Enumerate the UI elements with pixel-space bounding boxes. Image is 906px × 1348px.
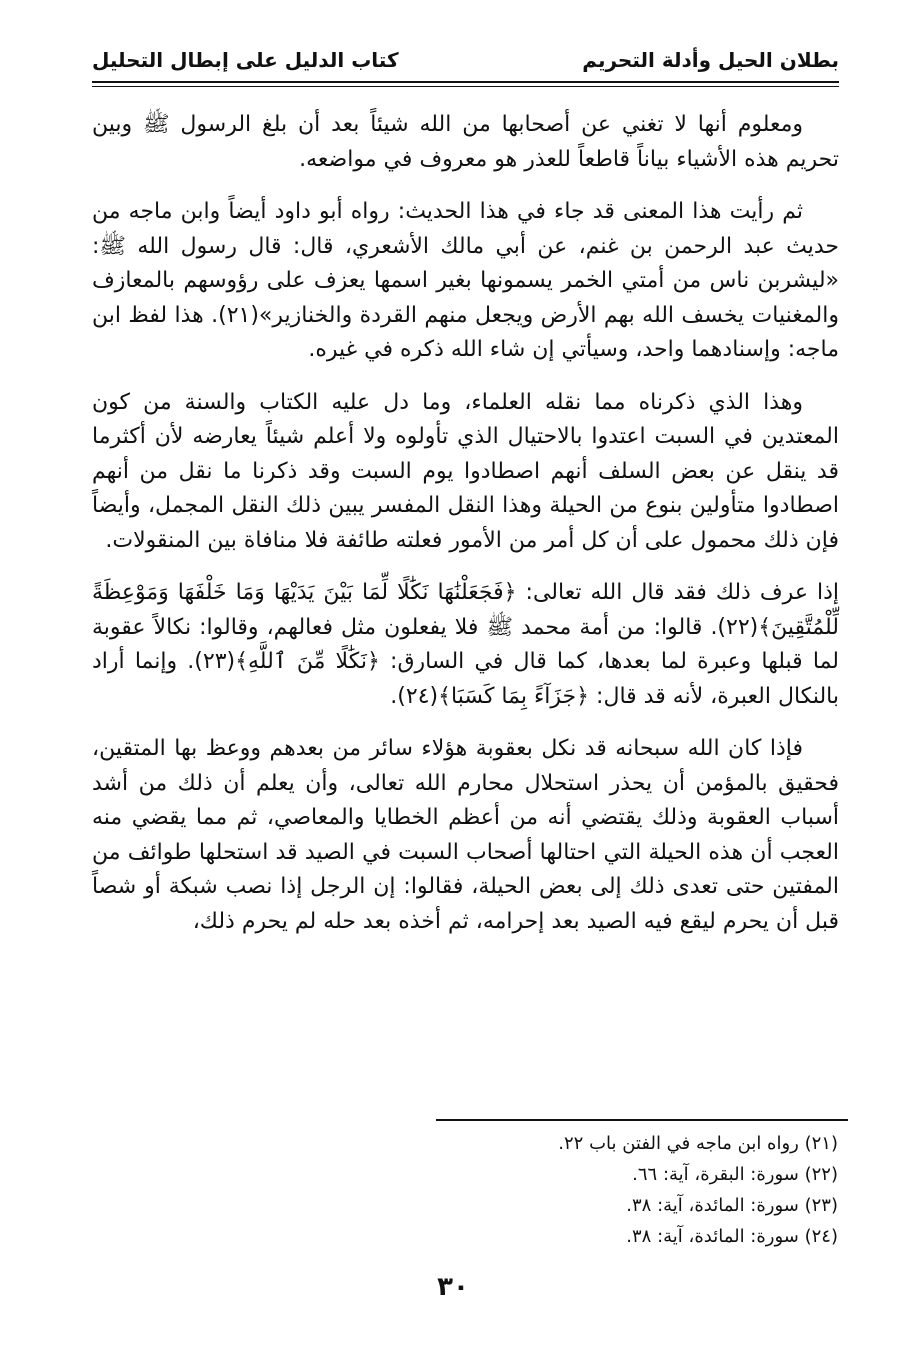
paragraph: ثم رأيت هذا المعنى قد جاء في هذا الحديث: رواه أبو داود أيضاً وابن ماجه من حديث عبد الرحمن بن غنم، عن أبي مالك الأشعري، قال: قال رسول الله ﷺ: «ليشربن ناس من أمتي الخمر يسمونها بغير اسمها يعزف على رؤوسهم بالمعازف والمغنيات يخسف الله بهم الأرض ويجعل منهم القردة والخنازير»(٢١). هذا لفظ ابن ماجه: وإسنادهما واحد، وسيأتي إن شاء الله ذكره في غيره. <box>92 199 839 362</box>
main-text <box>92 108 839 957</box>
paragraph: فإذا كان الله سبحانه قد نكل بعقوبة هؤلاء سائر من بعدهم ووعظ بها المتقين، فحقيق بالمؤمن أن يحذر استحلال محارم الله تعالى، وأن يعلم أن ذلك من أشد أسباب العقوبة وذلك يقتضي أنه من أعظم الخطايا والمعاصي، ثم مما يقضي منه العجب أن هذه الحيلة التي احتالها أصحاب السبت في الصيد قد استحلها طوائف من المفتين حتى تعدى ذلك إلى بعض الحيلة، فقالوا: إن الرجل إذا نصب شبكة أو شصاً قبل أن يحرم ليقع فيه الصيد بعد إحرامه، ثم أخذه بعد حله لم يحرم ذلك، <box>92 736 839 934</box>
footnotes <box>400 1128 838 1252</box>
footnote: (٢٣) سورة: المائدة، آية: ٣٨. <box>626 1195 838 1216</box>
paragraph: ومعلوم أنها لا تغني عن أصحابها من الله شيئاً بعد أن بلغ الرسول ﷺ وبين تحريم هذه الأشياء بياناً قاطعاً للعذر هو معروف في مواضعه. <box>92 112 839 172</box>
footnote: (٢٤) سورة: المائدة، آية: ٣٨. <box>626 1226 838 1247</box>
paragraph: إذا عرف ذلك فقد قال الله تعالى: ﴿فَجَعَلْنَٰهَا نَكَٰلًا لِّمَا بَيْنَ يَدَيْهَا وَمَا خَلْفَهَا وَمَوْعِظَةً لِّلْمُتَّقِينَ﴾(٢٢). قالوا: من أمة محمد ﷺ فلا يفعلون مثل فعالهم، وقالوا: نكالاً عقوبة لما قبلها وعبرة لما بعدها، كما قال في السارق: ﴿نَكَٰلًا مِّنَ ٱللَّهِ﴾(٢٣). وإنما أراد بالنكال العبرة، لأنه قد قال: ﴿جَزَآءً بِمَا كَسَبَا﴾(٢٤). <box>92 580 839 709</box>
header-rule <box>92 81 839 83</box>
footnote: (٢٢) سورة: البقرة، آية: ٦٦. <box>632 1164 838 1185</box>
footnote: (٢١) رواه ابن ماجه في الفتن باب ٢٢. <box>558 1133 838 1154</box>
page-number: ٣٠ <box>437 1272 469 1302</box>
footnote-separator <box>436 1119 848 1121</box>
paragraph: وهذا الذي ذكرناه مما نقله العلماء، وما دل عليه الكتاب والسنة من كون المعتدين في السبت اعتدوا بالاحتيال الذي تأولوه ولا أعلم شيئاً يعارضه لأن أكثرما قد ينقل عن بعض السلف أنهم اصطادوا يوم السبت وقد ذكرنا ما نقل من أنهم اصطادوا متأولين بنوع من الحيلة وهذا النقل المفسر يبين ذلك النقل المجمل، وأيضاً فإن ذلك محمول على أن كل أمر من الأمور فعلته طائفة فلا منافاة بين المنقولات. <box>92 389 839 553</box>
header-rule-thin <box>92 86 839 87</box>
header-chapter-title: بطلان الحيل وأدلة التحريم <box>582 48 839 72</box>
running-header <box>92 38 839 72</box>
header-book-title: كتاب الدليل على إبطال التحليل <box>92 48 399 72</box>
